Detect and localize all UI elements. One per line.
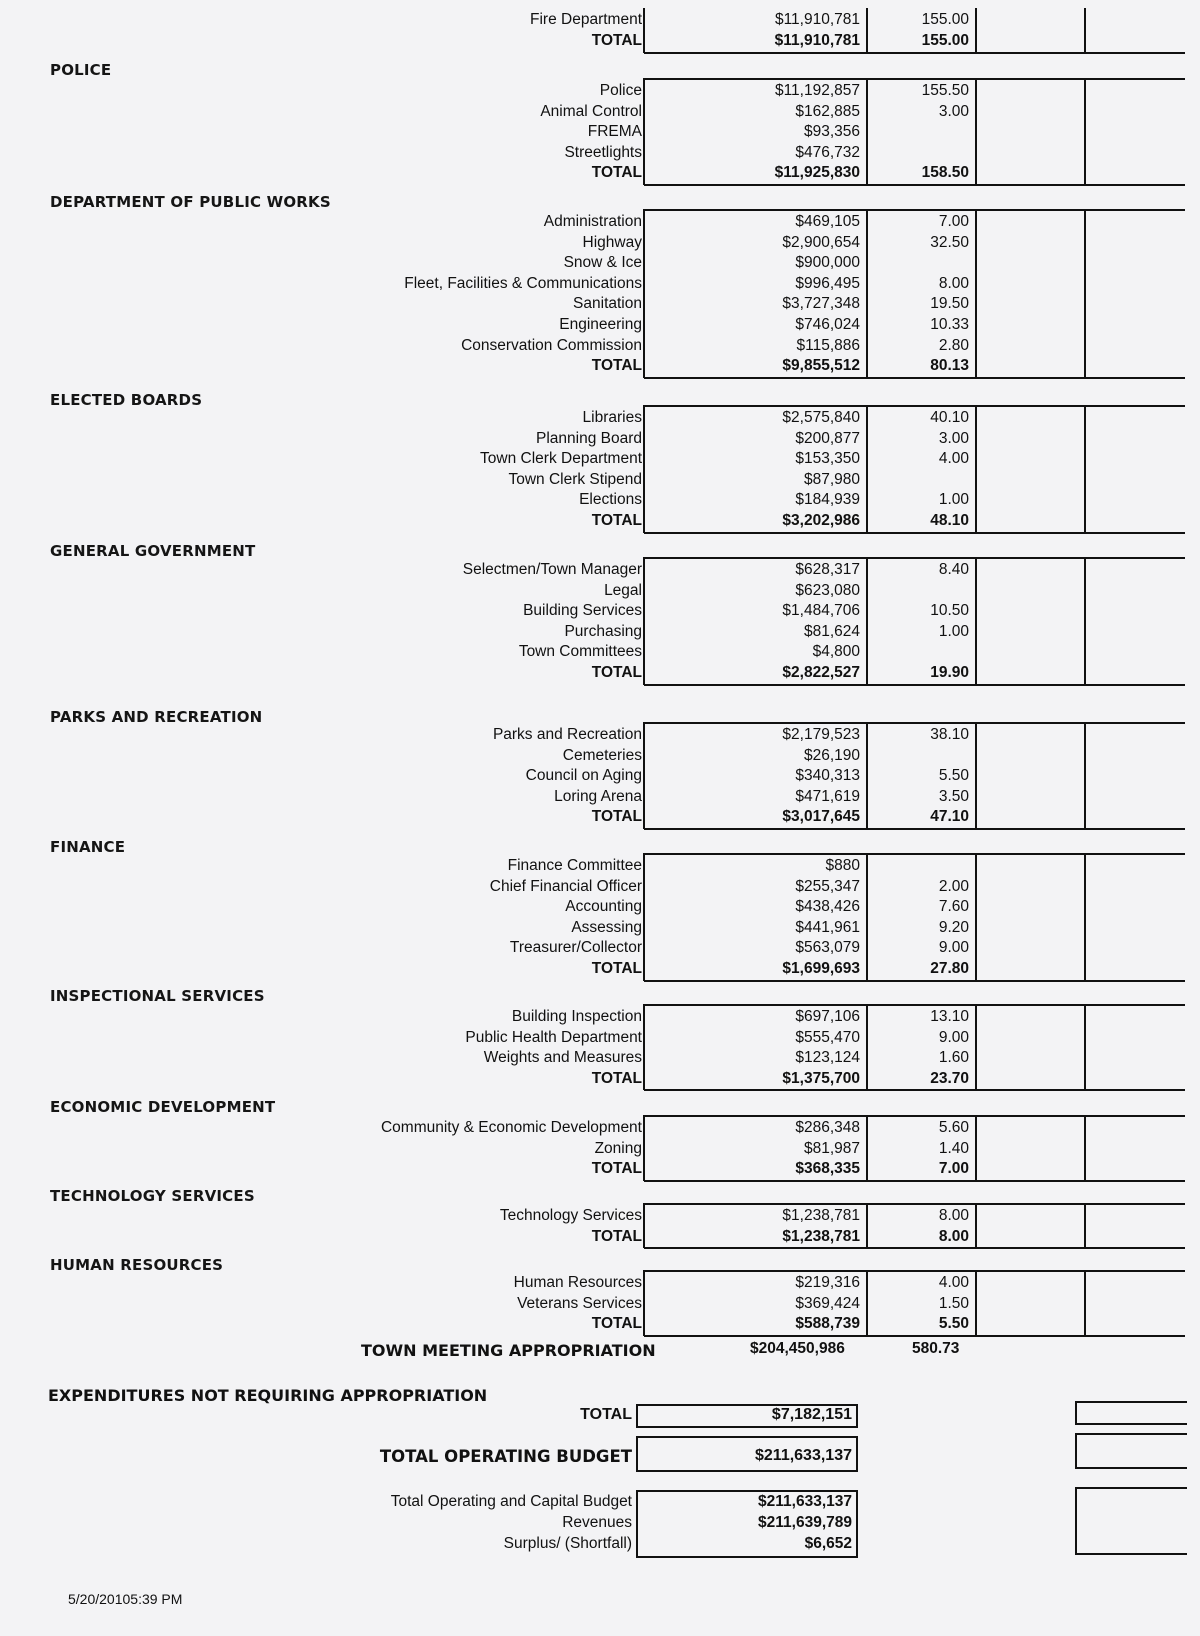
row-amount: $219,316 bbox=[795, 1274, 860, 1291]
table-row bbox=[0, 470, 1200, 491]
operating-budget-label: TOTAL OPERATING BUDGET bbox=[379, 1447, 632, 1466]
row-fte: 80.13 bbox=[930, 357, 969, 375]
table-row bbox=[0, 315, 1200, 336]
row-amount: $11,910,781 bbox=[774, 11, 860, 28]
row-label: Engineering bbox=[559, 316, 642, 333]
row-amount: $123,124 bbox=[795, 1049, 860, 1067]
table-row bbox=[0, 253, 1200, 274]
row-amount: $4,800 bbox=[812, 643, 860, 661]
row-amount: $369,424 bbox=[795, 1294, 860, 1312]
row-fte: 4.00 bbox=[938, 1274, 969, 1291]
table-top-border bbox=[644, 209, 1185, 211]
row-fte: 32.50 bbox=[930, 233, 969, 251]
row-amount: $880 bbox=[825, 857, 860, 874]
row-amount: $623,080 bbox=[795, 581, 860, 599]
row-amount: $3,017,645 bbox=[782, 808, 860, 826]
not-requiring-right-box bbox=[1075, 1401, 1187, 1425]
row-amount: $1,238,781 bbox=[782, 1207, 860, 1224]
table-row bbox=[0, 856, 1200, 877]
table-top-border bbox=[644, 853, 1185, 855]
table-row bbox=[0, 143, 1200, 164]
summary-right-box bbox=[1075, 1487, 1187, 1555]
total-row bbox=[0, 807, 1200, 828]
row-label: Cemeteries bbox=[562, 746, 642, 764]
table-row bbox=[0, 1206, 1200, 1227]
row-label: Building Inspection bbox=[511, 1008, 642, 1025]
table-row bbox=[0, 560, 1200, 581]
row-fte: 158.50 bbox=[921, 164, 969, 182]
table-row bbox=[0, 233, 1200, 254]
row-amount: $184,939 bbox=[795, 491, 860, 509]
row-label: Chief Financial Officer bbox=[489, 877, 642, 895]
row-label: Finance Committee bbox=[507, 857, 642, 874]
row-amount: $200,877 bbox=[795, 429, 860, 447]
row-amount: $469,105 bbox=[795, 213, 860, 230]
row-label: TOTAL bbox=[591, 1315, 642, 1333]
summary-label: Revenues bbox=[562, 1514, 632, 1531]
row-fte: 2.80 bbox=[938, 336, 969, 354]
table-row bbox=[0, 122, 1200, 143]
row-label: TOTAL bbox=[591, 164, 642, 182]
table-row bbox=[0, 601, 1200, 622]
section-title: DEPARTMENT OF PUBLIC WORKS bbox=[50, 193, 331, 211]
table-row bbox=[0, 10, 1200, 31]
town-meeting-appropriation-label: TOWN MEETING APPROPRIATION bbox=[361, 1341, 656, 1360]
section-title: INSPECTIONAL SERVICES bbox=[50, 987, 265, 1005]
row-amount: $93,356 bbox=[803, 123, 860, 141]
row-fte: 1.40 bbox=[938, 1139, 969, 1157]
row-fte: 9.20 bbox=[938, 918, 969, 936]
row-label: Conservation Commission bbox=[461, 336, 642, 354]
total-row bbox=[0, 511, 1200, 532]
table-row bbox=[0, 1118, 1200, 1139]
row-label: Loring Arena bbox=[554, 787, 642, 805]
row-label: Streetlights bbox=[564, 143, 642, 161]
table-bottom-border bbox=[644, 184, 1185, 186]
row-label: Purchasing bbox=[564, 622, 642, 640]
row-label: Police bbox=[599, 82, 642, 99]
total-row bbox=[0, 1227, 1200, 1248]
row-amount: $1,699,693 bbox=[782, 960, 860, 977]
row-fte: 155.50 bbox=[921, 82, 969, 99]
row-label: TOTAL bbox=[591, 1227, 642, 1245]
table-top-border bbox=[644, 722, 1185, 724]
row-fte: 7.60 bbox=[938, 898, 969, 916]
row-fte: 5.60 bbox=[938, 1119, 969, 1136]
row-label: FREMA bbox=[587, 123, 642, 141]
row-amount: $26,190 bbox=[803, 746, 860, 764]
total-row bbox=[0, 163, 1200, 184]
table-row bbox=[0, 746, 1200, 767]
row-amount: $11,925,830 bbox=[774, 164, 860, 182]
section-table bbox=[0, 1270, 1185, 1336]
row-amount: $471,619 bbox=[795, 787, 860, 805]
row-fte: 48.10 bbox=[930, 512, 969, 529]
row-amount: $438,426 bbox=[795, 898, 860, 916]
row-fte: 38.10 bbox=[930, 726, 969, 743]
table-top-border bbox=[644, 1004, 1185, 1006]
row-label: Selectmen/Town Manager bbox=[462, 561, 642, 578]
row-amount: $11,192,857 bbox=[774, 82, 860, 99]
row-label: Building Services bbox=[523, 602, 642, 620]
row-label: Treasurer/Collector bbox=[509, 939, 642, 957]
table-row bbox=[0, 81, 1200, 102]
footer-timestamp: 5/20/20105:39 PM bbox=[68, 1591, 183, 1607]
row-amount: $476,732 bbox=[795, 143, 860, 161]
table-bottom-border bbox=[644, 684, 1185, 686]
row-amount: $697,106 bbox=[795, 1008, 860, 1025]
table-row bbox=[0, 622, 1200, 643]
section-table bbox=[0, 722, 1185, 829]
summary-amount: $211,633,137 bbox=[758, 1493, 852, 1510]
row-amount: $87,980 bbox=[803, 470, 860, 488]
table-row bbox=[0, 787, 1200, 808]
table-bottom-border bbox=[644, 1247, 1185, 1249]
row-label: Town Clerk Department bbox=[480, 450, 642, 468]
total-row bbox=[0, 1159, 1200, 1180]
table-bottom-border bbox=[644, 980, 1185, 982]
row-amount: $2,179,523 bbox=[782, 726, 860, 743]
table-top-border bbox=[644, 1270, 1185, 1272]
row-amount: $900,000 bbox=[795, 254, 860, 272]
row-label: Legal bbox=[604, 581, 642, 599]
row-amount: $588,739 bbox=[795, 1315, 860, 1333]
not-requiring-appropriation-title: EXPENDITURES NOT REQUIRING APPROPRIATION bbox=[48, 1386, 488, 1405]
row-amount: $81,987 bbox=[803, 1139, 860, 1157]
row-amount: $340,313 bbox=[795, 767, 860, 785]
row-label: Public Health Department bbox=[465, 1028, 642, 1046]
table-row bbox=[0, 1028, 1200, 1049]
row-fte: 3.00 bbox=[938, 102, 969, 120]
row-label: Fleet, Facilities & Communications bbox=[404, 274, 642, 292]
row-label: TOTAL bbox=[591, 808, 642, 826]
section-table bbox=[0, 1203, 1185, 1248]
row-label: TOTAL bbox=[591, 1160, 642, 1178]
row-amount: $81,624 bbox=[803, 622, 860, 640]
row-amount: $441,961 bbox=[795, 918, 860, 936]
table-row bbox=[0, 212, 1200, 233]
table-bottom-border bbox=[644, 1180, 1185, 1182]
table-row bbox=[0, 429, 1200, 450]
row-label: TOTAL bbox=[591, 960, 642, 977]
row-label: TOTAL bbox=[591, 1069, 642, 1087]
table-row bbox=[0, 766, 1200, 787]
row-fte: 13.10 bbox=[930, 1008, 969, 1025]
row-fte: 5.50 bbox=[938, 1315, 969, 1333]
row-amount: $162,885 bbox=[795, 102, 860, 120]
row-label: Town Committees bbox=[518, 643, 642, 661]
row-label: Assessing bbox=[571, 918, 642, 936]
section-title: POLICE bbox=[50, 61, 112, 79]
table-bottom-border bbox=[644, 52, 1185, 54]
row-amount: $1,484,706 bbox=[782, 602, 860, 620]
row-label: Veterans Services bbox=[517, 1294, 642, 1312]
row-label: Technology Services bbox=[499, 1207, 642, 1224]
table-top-border bbox=[644, 405, 1185, 407]
row-fte: 10.50 bbox=[930, 602, 969, 620]
row-label: Fire Department bbox=[530, 11, 642, 28]
table-top-border bbox=[644, 557, 1185, 559]
total-row bbox=[0, 356, 1200, 377]
row-amount: $3,727,348 bbox=[782, 295, 860, 313]
row-fte: 1.00 bbox=[938, 491, 969, 509]
row-amount: $2,822,527 bbox=[782, 664, 860, 681]
table-row bbox=[0, 449, 1200, 470]
summary-amount: $211,639,789 bbox=[758, 1514, 852, 1531]
row-fte: 27.80 bbox=[930, 960, 969, 977]
town-meeting-appropriation-amount: $204,450,986 bbox=[750, 1340, 845, 1357]
table-row bbox=[0, 490, 1200, 511]
operating-budget-amount: $211,633,137 bbox=[755, 1447, 852, 1464]
row-fte: 1.50 bbox=[938, 1294, 969, 1312]
row-fte: 155.00 bbox=[921, 11, 969, 28]
table-row bbox=[0, 581, 1200, 602]
row-label: Human Resources bbox=[513, 1274, 642, 1291]
total-row bbox=[0, 663, 1200, 684]
summary-amount: $6,652 bbox=[804, 1535, 852, 1552]
row-label: Town Clerk Stipend bbox=[508, 470, 642, 488]
row-amount: $255,347 bbox=[795, 877, 860, 895]
row-amount: $2,900,654 bbox=[782, 233, 860, 251]
row-fte: 8.00 bbox=[938, 1207, 969, 1224]
row-label: TOTAL bbox=[591, 664, 642, 681]
table-row bbox=[0, 938, 1200, 959]
section-title: ELECTED BOARDS bbox=[50, 391, 203, 409]
section-table bbox=[0, 405, 1185, 533]
row-label: Elections bbox=[579, 491, 642, 509]
row-amount: $3,202,986 bbox=[782, 512, 860, 529]
table-row bbox=[0, 897, 1200, 918]
not-requiring-total-amount: $7,182,151 bbox=[771, 1406, 852, 1423]
row-label: Weights and Measures bbox=[483, 1049, 642, 1067]
row-fte: 7.00 bbox=[938, 1160, 969, 1178]
table-row bbox=[0, 877, 1200, 898]
operating-right-box bbox=[1075, 1433, 1187, 1469]
row-fte: 8.00 bbox=[938, 1227, 969, 1245]
table-row bbox=[0, 725, 1200, 746]
section-title: PARKS AND RECREATION bbox=[50, 708, 263, 726]
table-top-border bbox=[644, 1203, 1185, 1205]
row-amount: $153,350 bbox=[795, 450, 860, 468]
table-row bbox=[0, 918, 1200, 939]
row-fte: 8.40 bbox=[938, 561, 969, 578]
section-table bbox=[0, 1004, 1185, 1090]
section-table bbox=[0, 557, 1185, 685]
row-label: Community & Economic Development bbox=[380, 1119, 642, 1136]
table-top-border bbox=[644, 78, 1185, 80]
row-label: Highway bbox=[582, 233, 642, 251]
row-label: Libraries bbox=[582, 409, 642, 426]
section-table bbox=[0, 209, 1185, 378]
row-amount: $9,855,512 bbox=[782, 357, 860, 375]
row-fte: 5.50 bbox=[938, 767, 969, 785]
row-amount: $115,886 bbox=[796, 336, 860, 354]
table-row bbox=[0, 1294, 1200, 1315]
row-amount: $628,317 bbox=[795, 561, 860, 578]
section-table bbox=[0, 853, 1185, 981]
total-row bbox=[0, 959, 1200, 980]
row-amount: $555,470 bbox=[795, 1028, 860, 1046]
row-fte: 23.70 bbox=[930, 1069, 969, 1087]
row-fte: 19.90 bbox=[930, 664, 969, 681]
row-amount: $996,495 bbox=[795, 274, 860, 292]
row-fte: 9.00 bbox=[938, 939, 969, 957]
table-row bbox=[0, 1007, 1200, 1028]
row-label: Planning Board bbox=[536, 429, 642, 447]
row-label: Sanitation bbox=[573, 295, 642, 313]
row-amount: $563,079 bbox=[795, 939, 860, 957]
row-fte: 8.00 bbox=[938, 274, 969, 292]
row-amount: $1,375,700 bbox=[782, 1069, 860, 1087]
row-label: Snow & Ice bbox=[563, 254, 642, 272]
row-amount: $2,575,840 bbox=[782, 409, 860, 426]
table-row bbox=[0, 274, 1200, 295]
row-fte: 47.10 bbox=[930, 808, 969, 826]
row-fte: 1.60 bbox=[938, 1049, 969, 1067]
section-title: HUMAN RESOURCES bbox=[50, 1256, 224, 1274]
table-row bbox=[0, 336, 1200, 357]
row-label: Zoning bbox=[594, 1139, 642, 1157]
total-row bbox=[0, 1069, 1200, 1090]
total-row bbox=[0, 1314, 1200, 1335]
table-row bbox=[0, 294, 1200, 315]
row-label: Accounting bbox=[565, 898, 642, 916]
row-amount: $746,024 bbox=[795, 316, 860, 333]
table-bottom-border bbox=[644, 1089, 1185, 1091]
row-amount: $11,910,781 bbox=[774, 31, 860, 49]
section-table bbox=[0, 78, 1185, 185]
row-fte: 7.00 bbox=[938, 213, 969, 230]
row-amount: $1,238,781 bbox=[782, 1227, 860, 1245]
table-row bbox=[0, 408, 1200, 429]
fire-department-table bbox=[0, 8, 1185, 53]
row-amount: $286,348 bbox=[795, 1119, 860, 1136]
section-table bbox=[0, 1115, 1185, 1181]
row-label: Parks and Recreation bbox=[492, 726, 642, 743]
row-fte: 3.00 bbox=[938, 429, 969, 447]
table-bottom-border bbox=[644, 377, 1185, 379]
row-label: TOTAL bbox=[591, 512, 642, 529]
row-fte: 155.00 bbox=[921, 31, 969, 49]
summary-label: Total Operating and Capital Budget bbox=[390, 1493, 632, 1510]
table-row bbox=[0, 102, 1200, 123]
table-bottom-border bbox=[644, 828, 1185, 830]
row-fte: 9.00 bbox=[938, 1028, 969, 1046]
row-label: Animal Control bbox=[540, 102, 642, 120]
row-fte: 1.00 bbox=[938, 622, 969, 640]
row-fte: 3.50 bbox=[938, 787, 969, 805]
row-label: Council on Aging bbox=[525, 767, 642, 785]
table-row bbox=[0, 1273, 1200, 1294]
table-row bbox=[0, 1139, 1200, 1160]
section-title: FINANCE bbox=[50, 838, 126, 856]
row-fte: 2.00 bbox=[938, 877, 969, 895]
row-label: TOTAL bbox=[591, 31, 642, 49]
section-title: GENERAL GOVERNMENT bbox=[50, 542, 256, 560]
row-label: Administration bbox=[543, 213, 642, 230]
row-label: TOTAL bbox=[591, 357, 642, 375]
row-amount: $368,335 bbox=[795, 1160, 860, 1178]
row-fte: 4.00 bbox=[938, 450, 969, 468]
total-row bbox=[0, 31, 1200, 52]
table-top-border bbox=[644, 1115, 1185, 1117]
summary-label: Surplus/ (Shortfall) bbox=[503, 1535, 632, 1552]
table-row bbox=[0, 1048, 1200, 1069]
row-fte: 40.10 bbox=[930, 409, 969, 426]
table-row bbox=[0, 642, 1200, 663]
table-bottom-border bbox=[644, 1335, 1185, 1337]
section-title: ECONOMIC DEVELOPMENT bbox=[50, 1098, 276, 1116]
section-title: TECHNOLOGY SERVICES bbox=[50, 1187, 255, 1205]
row-fte: 10.33 bbox=[930, 316, 969, 333]
town-meeting-appropriation-fte: 580.73 bbox=[912, 1340, 960, 1357]
row-fte: 19.50 bbox=[930, 295, 969, 313]
not-requiring-total-label: TOTAL bbox=[580, 1406, 632, 1423]
table-bottom-border bbox=[644, 532, 1185, 534]
